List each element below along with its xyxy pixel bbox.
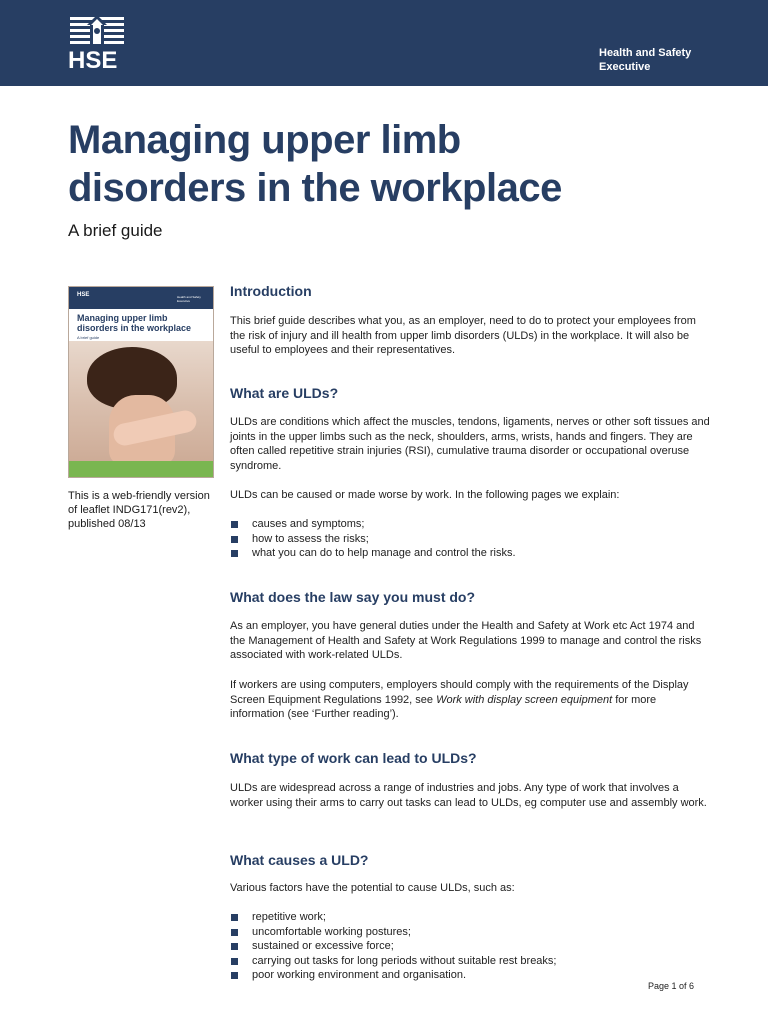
list-item: repetitive work; [230,910,710,925]
cover-title: Managing upper limb disorders in the workplace [77,313,192,333]
cover-green-strip [69,461,214,478]
paragraph-introduction: This brief guide describes what you, as an employer, need to do to protect your employees from the risk of injury and ill health from upper limb disorders (ULDs) in the workplace. It will also be useful to employees and their representatives. [230,315,696,356]
heading-work-type: What type of work can lead to ULDs? [230,750,477,766]
heading-introduction: Introduction [230,283,312,299]
bullet-square-icon [231,914,238,921]
document-subtitle: A brief guide [68,221,163,240]
page-number: Page 1 of 6 [648,981,695,991]
cover-caption-line2: of leaflet INDG171(rev2), [68,504,191,516]
document-title-line1: Managing upper limb [68,118,461,162]
heading-causes: What causes a ULD? [230,852,369,868]
heading-law: What does the law say you must do? [230,589,476,605]
bullet-square-icon [231,550,238,557]
bullet-square-icon [231,521,238,528]
cover-logo: HSE [77,292,90,298]
list-item: uncomfortable working postures; [230,925,710,940]
list-explain-topics [230,517,710,561]
paragraph-dse-regulations: If workers are using computers, employers should comply with the requirements of the Display Screen Equipment Regulations 1992, see Work with display screen equipment for more information (see ‘Further reading’). [230,679,689,720]
list-item: causes and symptoms; [230,517,710,532]
list-item: carrying out tasks for long periods without suitable rest breaks; [230,954,710,969]
hse-logo-text: HSE [68,47,118,74]
cover-caption-line3: published 08/13 [68,518,146,530]
organisation-name [599,46,719,74]
hse-logo [68,15,128,74]
paragraph-causes: Various factors have the potential to cause ULDs, such as: [230,882,515,894]
bullet-square-icon [231,536,238,543]
hse-emblem-icon [68,15,128,49]
list-item: what you can do to help manage and control the risks. [230,546,710,561]
organisation-name-line2: Executive [599,61,651,73]
list-item: sustained or excessive force; [230,939,710,954]
paragraph-work-type: ULDs are widespread across a range of industries and jobs. Any type of work that involves a worker using their arms to carry out tasks can lead to ULDs, eg computer use and assembly work. [230,782,707,809]
document-title-line2: disorders in the workplace [68,166,562,210]
publication-title: Work with display screen equipment [436,693,613,706]
organisation-name-line1: Health and Safety [599,47,692,59]
cover-caption-line1: This is a web-friendly version [68,490,210,502]
paragraph-following-pages: ULDs can be caused or made worse by work. In the following pages we explain: [230,489,620,501]
bullet-square-icon [231,943,238,950]
list-causes [230,910,710,983]
cover-caption [68,489,228,531]
list-item: how to assess the risks; [230,532,710,547]
bullet-square-icon [231,929,238,936]
document-title [68,116,688,212]
cover-organisation: Health and Safety Executive [177,295,201,303]
cover-subtitle: A brief guide [77,335,100,340]
heading-what-are-ulds: What are ULDs? [230,385,339,401]
bullet-square-icon [231,972,238,979]
paragraph-law-duties: As an employer, you have general duties under the Health and Safety at Work etc Act 1974 and the Management of Health and Safety at Work Regulations 1999 to manage and control the risks associated with work-related ULDs. [230,620,702,661]
bullet-square-icon [231,958,238,965]
leaflet-cover-image [68,286,214,478]
list-item: poor working environment and organisation. [230,968,710,983]
paragraph-what-are-ulds: ULDs are conditions which affect the muscles, tendons, ligaments, nerves or other soft tissues and joints in the upper limbs such as the neck, shoulders, arms, wrists, hands and fingers. They are often called repetitive strain injuries (RSI), cumulative trauma disorder or occupational overuse syndrome. [230,416,710,472]
header-band [0,0,768,86]
